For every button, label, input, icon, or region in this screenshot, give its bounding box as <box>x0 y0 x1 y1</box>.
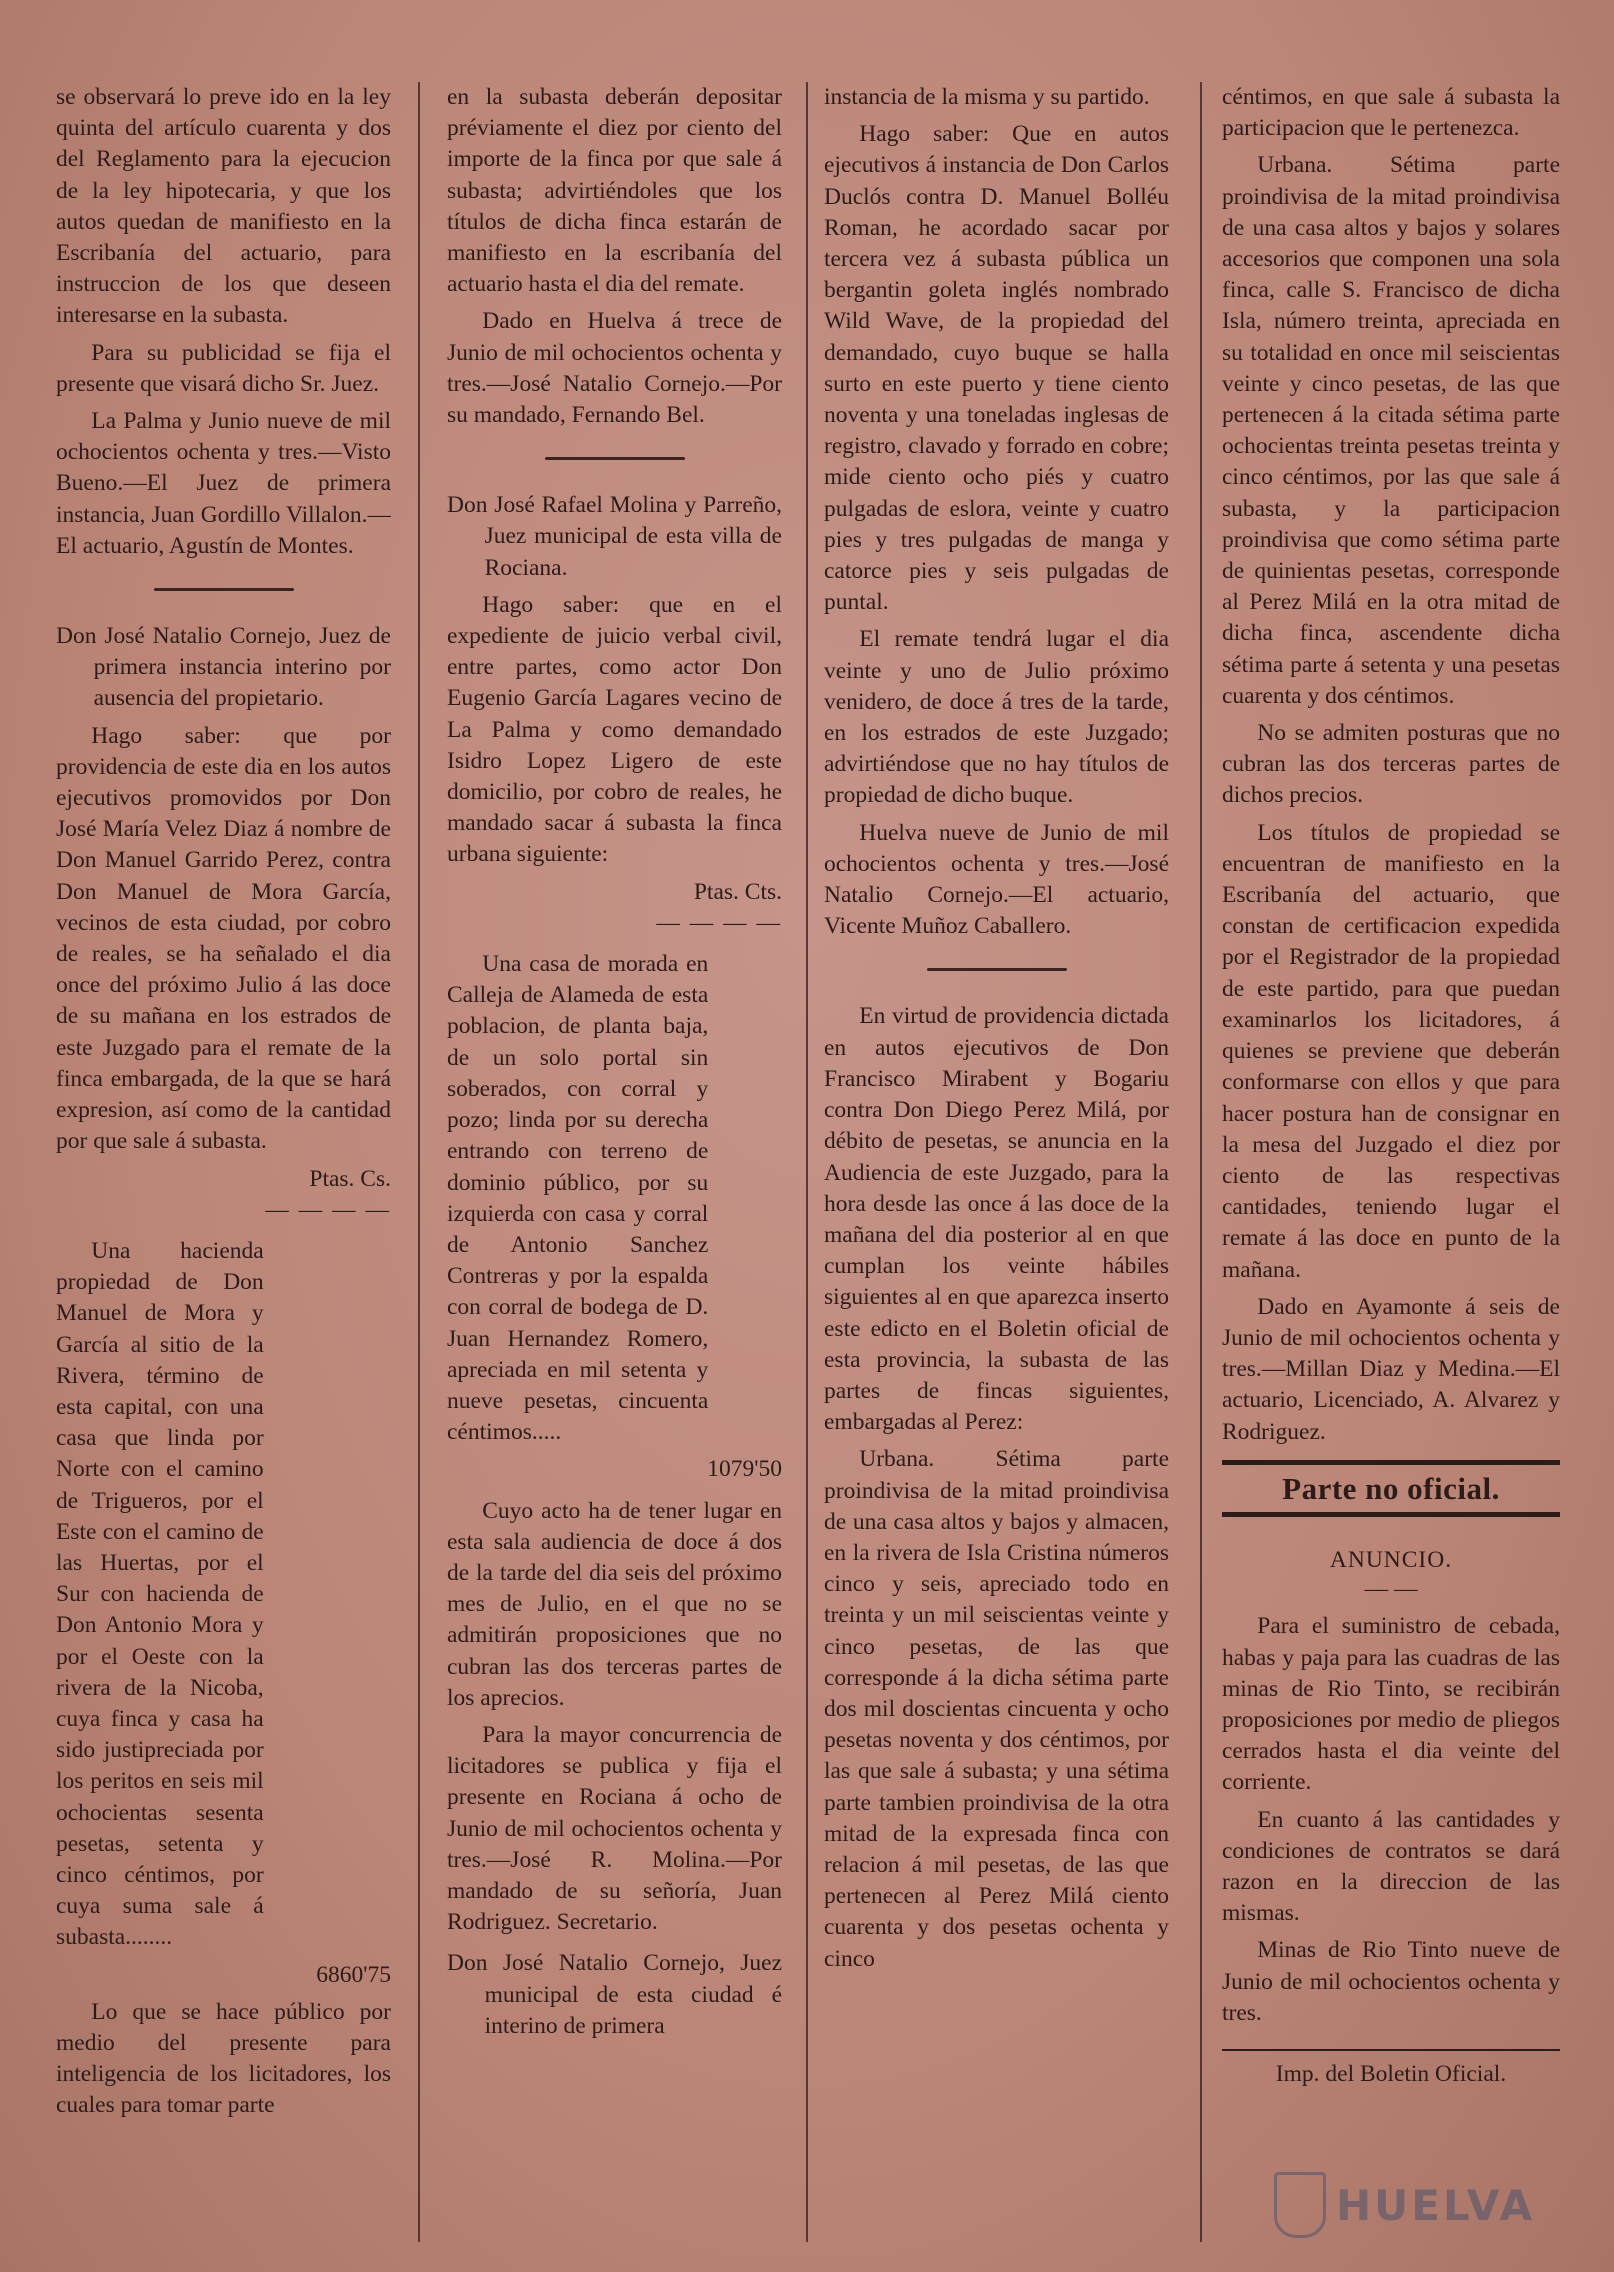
paragraph: céntimos, en que sale á subasta la participacion que le pertenezca. <box>1222 84 1560 142</box>
paragraph: Cuyo acto ha de tener lugar en esta sala audiencia de doce á dos de la tarde del dia seis del próximo mes de Julio, en el que no se admitirán proposiciones que no cubran las dos terceras partes de los aprecios. <box>447 1497 782 1711</box>
paragraph: Dado en Ayamonte á seis de Junio de mil ochocientos ochenta y tres.—Millan Diaz y Medina.—El actuario, Licenciado, A. Alvarez y Rodriguez. <box>1222 1293 1560 1445</box>
property-description: Una hacienda propiedad de Don Manuel de Mora y García al sitio de la Rivera, término de esta capital, con una casa que linda por Norte con el camino de Trigueros, por el Este con el camino de las Huertas, por el Sur con hacienda de Don Antonio Mora y por el Oeste con la rivera de la Nicoba, cuya finca y casa ha sido justipreciada por los peritos en seis mil ochocientas sesenta pesetas, setenta y cinco céntimos, por cuya suma sale á subasta........ <box>56 1237 264 1951</box>
paragraph: Lo que se hace público por medio del presente para inteligencia de los licitadores, los cuales para tomar parte <box>56 1998 391 2119</box>
anuncio-heading: ANUNCIO. <box>1329 1546 1453 1573</box>
edict-heading: Don José Rafael Molina y Parreño, Juez municipal de esta villa de Rociana. <box>447 492 782 581</box>
paragraph: Los títulos de propiedad se encuentran de manifiesto en la Escribanía del actuario, que constan de certificacion expedida por el Registrador de la propiedad de este partido, para que puedan examinarlos los licitadores, á quienes se previene que deberán conformarse con ellos y que para hacer postura han de consignar en la mesa del Juzgado el diez por ciento de las respectivas cantidades, teniendo lugar el remate á las doce en punto de la mañana. <box>1222 819 1560 1283</box>
column-4 <box>1222 82 1560 2232</box>
paragraph: Para la mayor concurrencia de licitadores se publica y fija el presente en Rociana á ocho de Junio de mil ochocientos ochenta y tres.—José R. Molina.—Por mandado de su señoría, Juan Rodriguez. Secretario. <box>447 1721 782 1936</box>
edict-heading: Don José Natalio Cornejo, Juez municipal de esta ciudad é interino de primera <box>447 1950 782 2039</box>
paragraph: Dado en Huelva á trece de Junio de mil ochocientos ochenta y tres.—José Natalio Cornejo.—Por su mandado, Fernando Bel. <box>447 308 782 429</box>
printer-imprint: Imp. del Boletin Oficial. <box>1222 2049 1560 2090</box>
coat-of-arms-icon <box>1274 2172 1326 2238</box>
paragraph: Urbana. Sétima parte proindivisa de la mitad proindivisa de una casa altos y bajos y solares accesorios que componen una sola finca, calle S. Francisco de dicha Isla, número treinta, apreciada en su totalidad en once mil seiscientas veinte y cinco pesetas, de las que pertenecen á la citada sétima parte ochocientas treinta pesetas treinta y cinco céntimos, por las que sale á subasta, y la participacion proindivisa que como sétima parte de quinientas pesetas, corresponde al Perez Milá en la otra mitad de dicha finca, ascendente dicha sétima parte á setenta y una pesetas cuarenta y dos céntimos. <box>1222 152 1560 709</box>
column-rule <box>806 82 808 2242</box>
paragraph: se observará lo preve ido en la ley quinta del artículo cuarenta y dos del Reglamento para la ejecucion de la ley hipotecaria, y que los autos quedan de manifiesto en la Escribanía del actuario, para instruccion de los que deseen interesarse en la subasta. <box>56 84 391 329</box>
price-value: 6860'75 <box>316 1961 391 1988</box>
paragraph: Para el suministro de cebada, habas y paja para las cuadras de las minas de Rio Tinto, se recibirán proposiciones por medio de pliegos cerrados hasta el dia veinte del corriente. <box>1222 1613 1560 1796</box>
column-rule <box>1200 82 1202 2242</box>
column-rule <box>418 82 420 2242</box>
paragraph: Huelva nueve de Junio de mil ochocientos ochenta y tres.—José Natalio Cornejo.—El actuario, Vicente Muñoz Caballero. <box>824 819 1169 940</box>
property-description: Una casa de morada en Calleja de Alameda de esta poblacion, de planta baja, de un solo portal sin soberados, con corral y pozo; linda por su derecha entrando con terreno de dominio público, por su izquierda con casa y corral de Antonio Sanchez Contreras y por la espalda con corral de bodega de D. Juan Hernandez Romero, apreciada en mil setenta y nueve pesetas, cincuenta céntimos..... <box>447 951 709 1446</box>
library-watermark <box>1274 2170 1554 2240</box>
section-separator <box>154 588 294 591</box>
price-dash: — — — — <box>656 909 782 936</box>
paragraph: El remate tendrá lugar el dia veinte y uno de Julio próximo venidero, de doce á tres de la tarde, en los estrados de este Juzgado; advirtiéndose que no hay títulos de propiedad de dicho buque. <box>824 626 1169 809</box>
paragraph: Minas de Rio Tinto nueve de Junio de mil ochocientos ochenta y tres. <box>1222 1937 1560 2026</box>
price-column-header: Ptas. Cts. <box>693 878 782 905</box>
column-1 <box>56 82 391 2232</box>
section-separator <box>545 457 685 460</box>
section-separator <box>927 968 1067 971</box>
paragraph: En cuanto á las cantidades y condiciones de contratos se dará razon en la direccion de las mismas. <box>1222 1806 1560 1927</box>
edict-heading: Don José Natalio Cornejo, Juez de primera instancia interino por ausencia del propietario. <box>56 623 391 712</box>
watermark-text: HUELVA <box>1336 2180 1536 2230</box>
paragraph: Hago saber: que por providencia de este dia en los autos ejecutivos promovidos por Don José María Velez Diaz á nombre de Don Manuel Garrido Perez, contra Don Manuel de Mora García, vecinos de esta ciudad, por cobro de reales, se ha señalado el dia once del próximo Julio á las doce de su mañana en los estrados de este Juzgado para el remate de la finca embargada, de la que se hará expresion, así como de la cantidad por que sale á subasta. <box>56 722 391 1155</box>
paragraph: No se admiten posturas que no cubran las dos terceras partes de dichos precios. <box>1222 720 1560 809</box>
paragraph: en la subasta deberán depositar préviamente el diez por ciento del importe de la finca por que sale á subasta; advirtiéndoles que los títulos de dicha finca estarán de manifiesto en la escribanía del actuario hasta el dia del remate. <box>447 84 782 298</box>
paragraph: Hago saber: Que en autos ejecutivos á instancia de Don Carlos Duclós contra D. Manuel Bolléu Roman, he acordado sacar por tercera vez á subasta pública un bergantin goleta inglés nombrado Wild Wave, de la propiedad del demandado, cuyo buque se halla surto en este puerto y tiene ciento noventa y una toneladas inglesas de registro, clavado y forrado en cobre; mide ciento ocho piés y cuatro pulgadas de eslora, veinte y cuatro pies y tres pulgadas de manga y catorce pies y seis pulgadas de puntal. <box>824 121 1169 616</box>
price-column-header: Ptas. Cs. <box>309 1165 391 1192</box>
paragraph: Hago saber: que en el expediente de juicio verbal civil, entre partes, como actor Don Eugenio García Lagares vecino de La Palma y como demandado Isidro Lopez Ligero de este domicilio, por cobro de reales, he mandado sacar á subasta la finca urbana siguiente: <box>447 591 782 868</box>
paragraph: Urbana. Sétima parte proindivisa de la mitad proindivisa de una casa altos y bajos y almacen, en la rivera de Isla Cristina números cinco y seis, apreciado todo en treinta y un mil seiscientas veinte y cinco pesetas, de las que corresponde á la dicha sétima parte dos mil doscientas cincuenta y ocho pesetas noventa y dos céntimos, por las que sale á subasta; y una sétima parte tambien proindivisa de la otra mitad de la expresada finca con relacion á mil pesetas, de las que pertenecen al Perez Milá ciento cuarenta y dos pesetas ochenta y cinco <box>824 1446 1169 1972</box>
column-3 <box>824 82 1169 2232</box>
heading-dash: — — <box>1364 1576 1418 1603</box>
price-value: 1079'50 <box>707 1456 782 1483</box>
paragraph: En virtud de providencia dictada en autos ejecutivos de Don Francisco Mirabent y Bogariu contra Don Diego Perez Milá, por débito de pesetas, se anuncia en la Audiencia de este Juzgado, para la hora desde las once á las doce de la mañana del dia posterior al en que cumplan los veinte hábiles siguientes al en que aparezca inserto este edicto en el Boletin oficial de esta provincia, la subasta de las partes de fincas siguientes, embargadas al Perez: <box>824 1003 1169 1436</box>
paragraph: Para su publicidad se fija el presente que visará dicho Sr. Juez. <box>56 339 391 397</box>
column-2 <box>447 82 782 2232</box>
paragraph: instancia de la misma y su partido. <box>824 84 1150 110</box>
paragraph: La Palma y Junio nueve de mil ochocientos ochenta y tres.—Visto Bueno.—El Juez de primera instancia, Juan Gordillo Villalon.—El actuario, Agustín de Montes. <box>56 408 391 559</box>
price-dash: — — — — <box>265 1196 391 1223</box>
section-banner: Parte no oficial. <box>1222 1460 1560 1517</box>
